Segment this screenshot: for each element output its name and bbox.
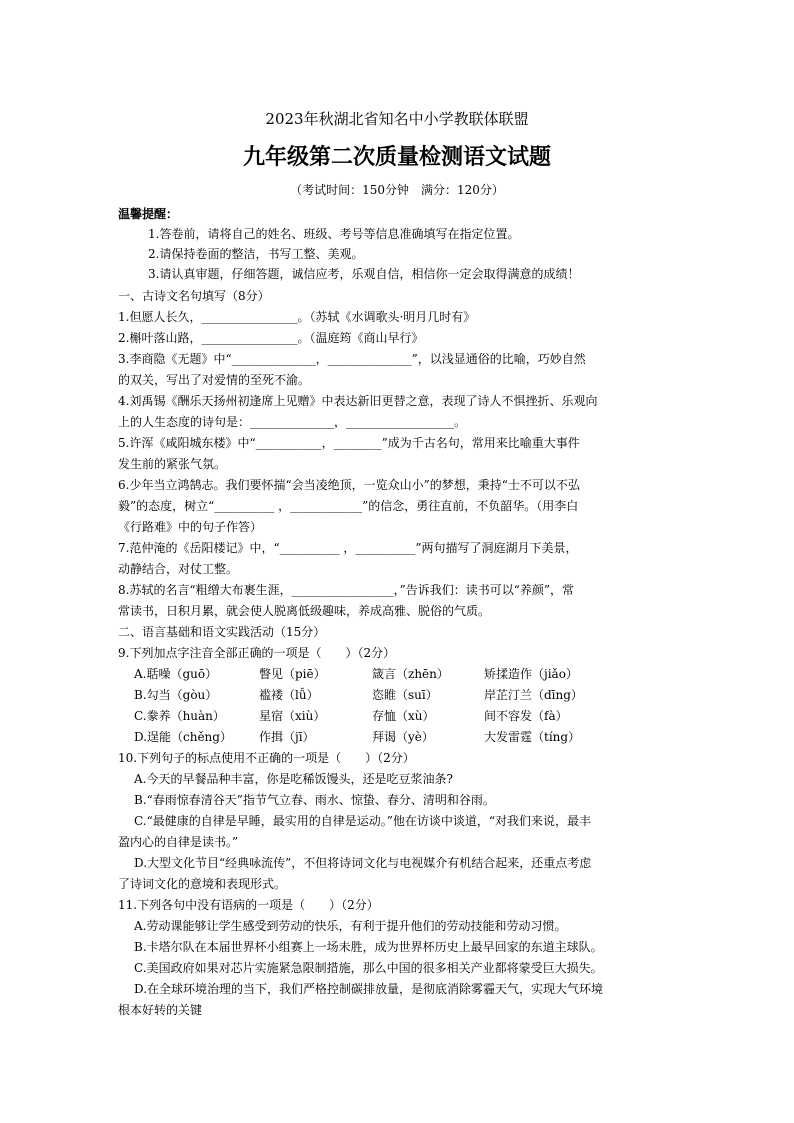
question-line: 动静结合，对仗工整。 [118,562,239,576]
question-line: 4.刘禹锡《酬乐天扬州初逢席上见赠》中表达新旧更替之意，表现了诗人不惧挫折、乐观向 [118,394,598,408]
section-heading: 二、语言基础和语文实践活动（15分） [118,625,326,639]
exam-organizer: 2023年秋湖北省知名中小学教联体联盟 [265,110,529,128]
question-line: 6.少年当立鸿鹄志。我们要怀揣“会当凌绝顶，一览众山小”的梦想，秉持“士不可以不弘 [118,478,580,492]
question-line: 常读书，日积月累，就会使人脱离低级趣味，养成高雅、脱俗的气质。 [118,604,491,618]
question-line: 7.范仲淹的《岳阳楼记》中，“__________ ，__________”两句描写了洞庭湖月下美景， [118,541,578,555]
question-line: 5.许浑《咸阳城东楼》中“___________，________”成为千古名句，常用来比喻重大事件 [118,436,580,450]
option-text: C.“最健康的自律是早睡，最实用的自律是运动。”他在访谈中谈道，“对我们来说，最丰 [134,814,591,828]
question-line: 的双关，写出了对爱情的至死不渝。 [118,373,311,387]
exam-title: 九年级第二次质量检测语文试题 [242,144,551,170]
option-text: B.“春雨惊春清谷天”指节气立春、雨水、惊蛰、春分、清明和谷雨。 [134,793,495,807]
option-text: A.聒噪（guō） [134,667,218,681]
option-text: 褴褛（lǚ） [259,688,319,702]
option-text: B.卡塔尔队在本届世界杯小组赛上一场未胜，成为世界杯历史上最早回家的东道主球队。 [134,940,603,954]
option-text: 间不容发（fà） [484,709,568,723]
option-text: 恣睢（suī） [372,688,438,702]
option-text: 存恤（xù） [372,709,435,723]
option-text: 根本好转的关键 [118,1003,203,1017]
option-text: C.豢养（huàn） [134,709,225,723]
option-text: D.大型文化节目“经典咏流传”，不但将诗词文化与电视媒介有机结合起来，还重点考虑 [134,856,592,870]
question-11: 11.下列各句中没有语病的一项是（ ）（2分） [118,898,379,912]
tip-item: 1.答卷前，请将自己的姓名、班级、考号等信息准确填写在指定位置。 [148,227,520,241]
option-text: A.劳动课能够让学生感受到劳动的快乐，有利于提升他们的劳动技能和劳动习惯。 [134,919,567,933]
option-text: 箴言（zhēn） [372,667,449,681]
option-text: A.今天的早餐品种丰富，你是吃稀饭馒头，还是吃豆浆油条? [134,772,453,786]
option-text: 盈内心的自律是读书。” [118,835,239,849]
section-heading: 一、古诗文名句填写（8分） [118,289,270,303]
tips-heading: 温馨提醒： [118,207,179,221]
option-text: 作揖（jī） [259,730,315,744]
option-text: 瞥见（piē） [259,667,326,681]
exam-info: （考试时间：150分钟 满分：120分） [290,183,504,197]
option-text: B.勾当（gòu） [134,688,218,702]
tip-item: 3.请认真审题，仔细答题，诚信应考，乐观自信，相信你一定会取得满意的成绩！ [148,267,580,281]
option-text: 岸芷汀兰（dīng） [484,688,583,702]
option-text: 大发雷霆（tíng） [484,730,581,744]
option-text: 了诗词文化的意境和表现形式。 [118,877,287,891]
option-text: 星宿（xiù） [259,709,326,723]
question-line: 发生前的紧张气氛。 [118,457,227,471]
question-line: 3.李商隐《无题》中“______________，______________”，以浅显通俗的比喻，巧妙自然 [118,352,586,366]
option-text: D.逞能（chěng） [134,730,232,744]
question-9: 9.下列加点字注音全部正确的一项是（ ）（2分） [118,646,396,660]
question-line: 毅”的态度，树立“__________ ，____________”的信念，勇往直前，不负韶华。（用李白 [118,499,579,513]
option-text: 拜谒（yè） [372,730,434,744]
question-line: 2.槲叶落山路，________________。（温庭筠《商山早行》 [118,331,424,345]
option-text: 矫揉造作（jiǎo） [484,667,578,681]
question-line: 《行路难》中的句子作答） [118,520,263,534]
question-10: 10.下列句子的标点使用不正确的一项是（ ）（2分） [118,751,415,765]
option-text: C.美国政府如果对芯片实施紧急限制措施，那么中国的很多相关产业都将蒙受巨大损失。 [134,961,603,975]
question-line: 1.但愿人长久，________________。（苏轼《水调歌头·明月几时有》 [118,310,476,324]
option-text: D.在全球环境治理的当下，我们严格控制碳排放量，是彻底消除雾霾天气，实现大气环境 [134,982,604,996]
question-line: 8.苏轼的名言“粗缯大布裹生涯，_________________，”告诉我们：读书可以“养颜”，常 [118,583,574,597]
tip-item: 2.请保持卷面的整洁，书写工整、美观。 [148,247,364,261]
question-line: 上的人生态度的诗句是：______________，__________________。 [118,415,467,429]
